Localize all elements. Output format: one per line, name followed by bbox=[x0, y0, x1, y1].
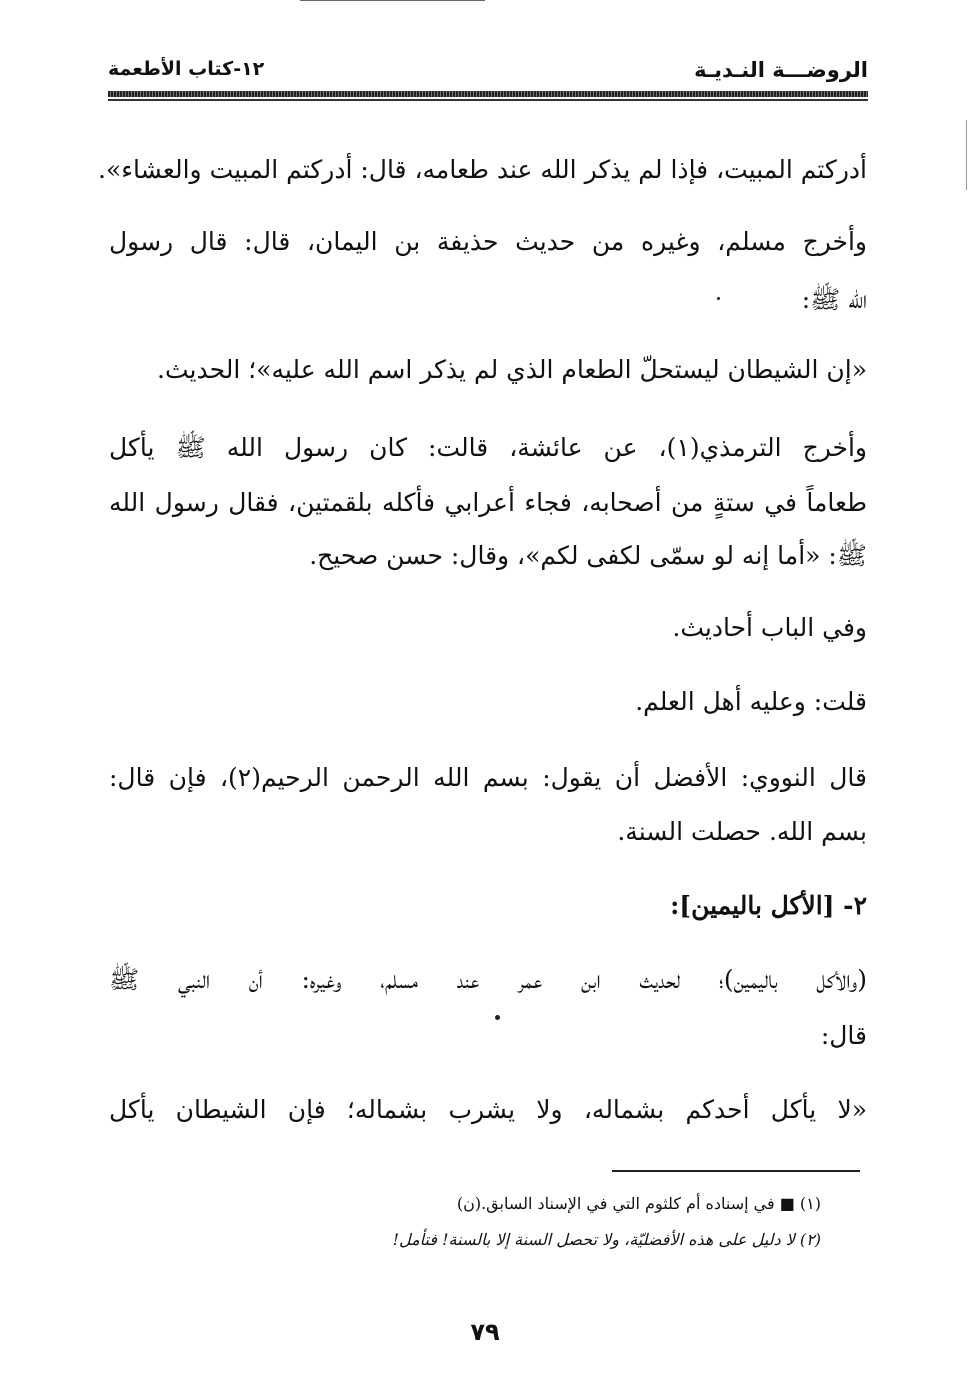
body-line-5: وأخرج الترمذي(١)، عن عائشة، قالت: كان رسول الله ﷺ يأكل bbox=[109, 433, 867, 462]
running-header bbox=[108, 58, 868, 86]
body-line-6: طعاماً في ستةٍ من أصحابه، فجاء أعرابي فأكله بلقمتين، فقال رسول الله bbox=[109, 488, 867, 517]
body-line-10: قال النووي: الأفضل أن يقول: بسم الله الرحمن الرحيم(٢)، فإن قال: bbox=[109, 763, 867, 792]
footnote-2: (٢) لا دليل على هذه الأفضليّة، ولا تحصل السنة إلا بالسنة! فتأمل! bbox=[392, 1230, 821, 1249]
body-line-2: وأخرج مسلم، وغيره من حديث حذيفة بن اليمان، قال: قال رسول bbox=[109, 227, 867, 256]
header-rule bbox=[108, 91, 868, 97]
body-line-13: (والأكل باليمين)؛ لحديث ابن عمر عند مسلم، وغيره: أن النبي ﷺ bbox=[109, 965, 867, 994]
footnote-1: (١) ■ في إسناده أم كلثوم التي في الإسناد السابق.(ن) bbox=[456, 1194, 821, 1213]
body-line-14: قال: bbox=[820, 1021, 867, 1050]
body-line-9: قلت: وعليه أهل العلم. bbox=[635, 687, 867, 716]
page-number: ٧٩ bbox=[470, 1318, 500, 1346]
body-line-8: وفي الباب أحاديث. bbox=[672, 613, 867, 642]
body-line-4: «إن الشيطان ليستحلّ الطعام الذي لم يذكر اسم الله عليه»؛ الحديث. bbox=[157, 355, 867, 384]
section-heading: ٢- [الأكل باليمين]: bbox=[670, 891, 867, 920]
print-speck bbox=[717, 297, 720, 300]
margin-mark bbox=[966, 120, 967, 190]
footnote-rule bbox=[612, 1170, 860, 1172]
top-edge-rule bbox=[300, 0, 485, 1]
body-line-15: «لا يأكل أحدكم بشماله، ولا يشرب بشماله؛ فإن الشيطان يأكل bbox=[109, 1095, 867, 1124]
header-rule-thin bbox=[108, 99, 868, 101]
print-speck bbox=[495, 1015, 500, 1020]
body-line-1: أدركتم المبيت، فإذا لم يذكر الله عند طعامه، قال: أدركتم المبيت والعشاء». bbox=[98, 155, 867, 184]
body-line-7: ﷺ: «أما إنه لو سمّى لكفى لكم»، وقال: حسن صحيح. bbox=[309, 541, 867, 570]
body-line-11: بسم الله. حصلت السنة. bbox=[617, 817, 867, 846]
body-line-3: الله ﷺ: bbox=[801, 285, 867, 314]
book-title: الروضـــة النـديـة bbox=[694, 58, 868, 82]
chapter-title: ١٢-كتاب الأطعمة bbox=[108, 58, 265, 80]
